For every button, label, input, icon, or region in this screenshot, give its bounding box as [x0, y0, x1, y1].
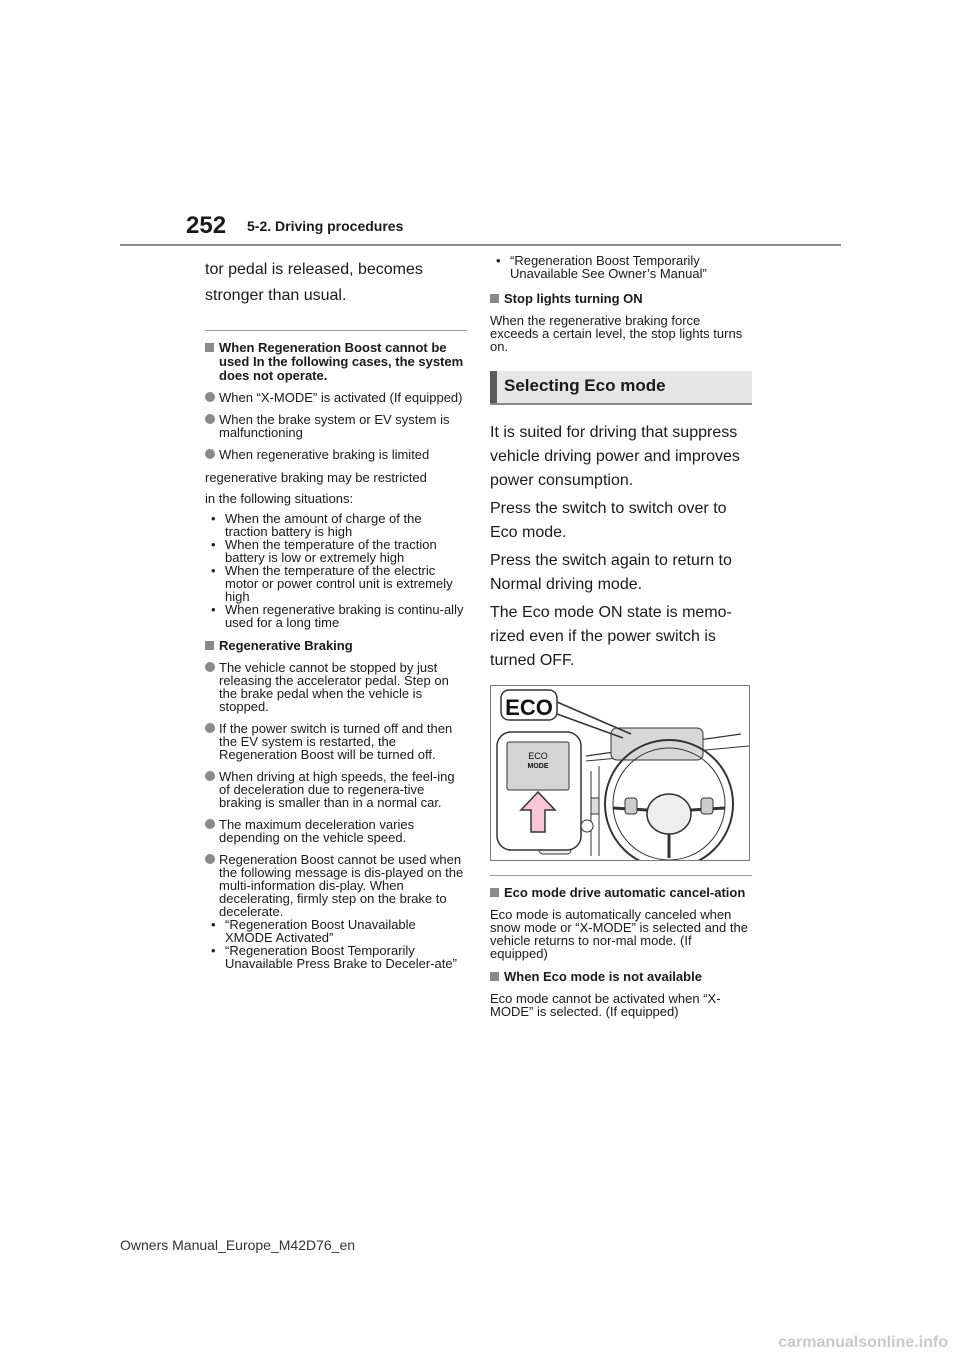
- heading-accent-bar: [490, 371, 497, 403]
- eco-switch-illustration: [490, 685, 750, 861]
- dash-item: • “Regeneration Boost Temporarily Unavailable Press Brake to Deceler-ate”: [205, 944, 467, 970]
- dash-item: • When the temperature of the traction battery is low or extremely high: [205, 538, 467, 564]
- paragraph: in the following situations:: [205, 491, 354, 506]
- paragraph: regenerative braking may be restricted: [205, 470, 427, 485]
- lead-line: Normal driving mode.: [490, 576, 643, 593]
- header-divider: [120, 244, 841, 246]
- bullet-text: If the power switch is turned off and then the EV system is restarted, the Regeneration Boost will be turned off.: [219, 721, 453, 762]
- dash-item: • “Regeneration Boost Temporarily Unavailable See Owner’s Manual”: [490, 254, 752, 280]
- dash-list: [205, 918, 467, 970]
- left-column: [205, 256, 467, 980]
- bullet-icon: [205, 723, 215, 733]
- bullet-text: The maximum deceleration varies depending on the vehicle speed.: [219, 817, 415, 845]
- paragraph: Eco mode cannot be activated when “X-MODE” is selected. (If equipped): [490, 991, 721, 1019]
- eco-button-top-label: ECO: [528, 751, 548, 761]
- lead-line: It is suited for driving that suppress: [490, 424, 738, 441]
- subheading-stop-lights: Stop lights turning ON: [490, 292, 752, 306]
- divider: [205, 330, 467, 331]
- right-lead-text: [490, 421, 752, 673]
- lead-line: vehicle driving power and improves: [490, 448, 740, 465]
- right-column: [490, 254, 752, 1024]
- bullet-icon: [205, 449, 215, 459]
- dash-item: • When the temperature of the electric motor or power control unit is extremely high: [205, 564, 467, 603]
- lead-line: Press the switch again to return to: [490, 552, 732, 569]
- page-number: 252: [186, 212, 227, 239]
- lead-line: turned OFF.: [490, 652, 575, 669]
- bullet-icon: [205, 414, 215, 424]
- paragraph: Eco mode is automatically canceled when snow mode or “X-MODE” is selected and the vehicle returns to nor-mal mode. (If equipped): [490, 907, 748, 961]
- eco-button-bottom-label: MODE: [527, 763, 549, 770]
- bullet-text: The vehicle cannot be stopped by just releasing the accelerator pedal. Step on the brake pedal when the vehicle is stopped.: [219, 660, 449, 714]
- bullet-icon: [205, 819, 215, 829]
- bullet-icon: [205, 392, 215, 402]
- divider: [490, 875, 752, 876]
- bullet-item: [205, 413, 467, 439]
- watermark: carmanualsonline.info: [778, 1334, 948, 1351]
- dash-list: [205, 512, 467, 629]
- paragraph: When the regenerative braking force exceeds a certain level, the stop lights turns on.: [490, 313, 743, 354]
- dash-item: • When the amount of charge of the traction battery is high: [205, 512, 467, 538]
- dash-item: • When regenerative braking is continu-ally used for a long time: [205, 603, 467, 629]
- lead-line: rized even if the power switch is: [490, 628, 716, 645]
- bullet-item: [205, 770, 467, 809]
- subheading-auto-cancel: Eco mode drive automatic cancel-ation: [490, 886, 752, 900]
- subheading-not-available: When Eco mode is not available: [490, 970, 752, 984]
- section-title-header: 5-2. Driving procedures: [247, 218, 404, 234]
- bullet-item: [205, 661, 467, 713]
- subheading-regen-braking: Regenerative Braking: [205, 639, 467, 653]
- bullet-text: When the brake system or EV system is malfunctioning: [219, 412, 450, 440]
- bullet-text: When “X-MODE” is activated (If equipped): [219, 390, 463, 405]
- lead-line: Eco mode.: [490, 524, 567, 541]
- dash-item: • “Regeneration Boost Unavailable XMODE Activated”: [205, 918, 467, 944]
- bullet-item: [205, 818, 467, 844]
- bullet-item: [205, 448, 467, 461]
- left-lead-text: [205, 256, 467, 308]
- section-heading-text: Selecting Eco mode: [504, 376, 666, 395]
- lead-line: tor pedal is released, becomes: [205, 261, 423, 278]
- lead-line: stronger than usual.: [205, 287, 347, 304]
- section-heading-eco-mode: [490, 371, 752, 405]
- dash-list: [490, 254, 752, 280]
- bullet-icon: [205, 771, 215, 781]
- footer-text: Owners Manual_Europe_M42D76_en: [120, 1237, 356, 1253]
- bullet-item: [205, 391, 467, 404]
- bullet-text: When regenerative braking is limited: [219, 447, 430, 462]
- lead-line: The Eco mode ON state is memo-: [490, 604, 732, 621]
- lead-line: power consumption.: [490, 472, 634, 489]
- subheading-regen-unavailable: When Regeneration Boost cannot be used In the following cases, the system does not operate.: [205, 341, 467, 383]
- bullet-icon: [205, 662, 215, 672]
- bullet-icon: [205, 854, 215, 864]
- bullet-item: [205, 722, 467, 761]
- bullet-text: When driving at high speeds, the feel-ing of deceleration due to regenera-tive braking is smaller than in a normal car.: [219, 769, 455, 810]
- eco-label: ECO: [505, 695, 553, 720]
- bullet-text: Regeneration Boost cannot be used when the following message is dis-played on the multi-information dis-play. When decelerating, firmly step on the brake to decelerate.: [219, 852, 464, 919]
- lead-line: Press the switch to switch over to: [490, 500, 727, 517]
- bullet-item: [205, 853, 467, 918]
